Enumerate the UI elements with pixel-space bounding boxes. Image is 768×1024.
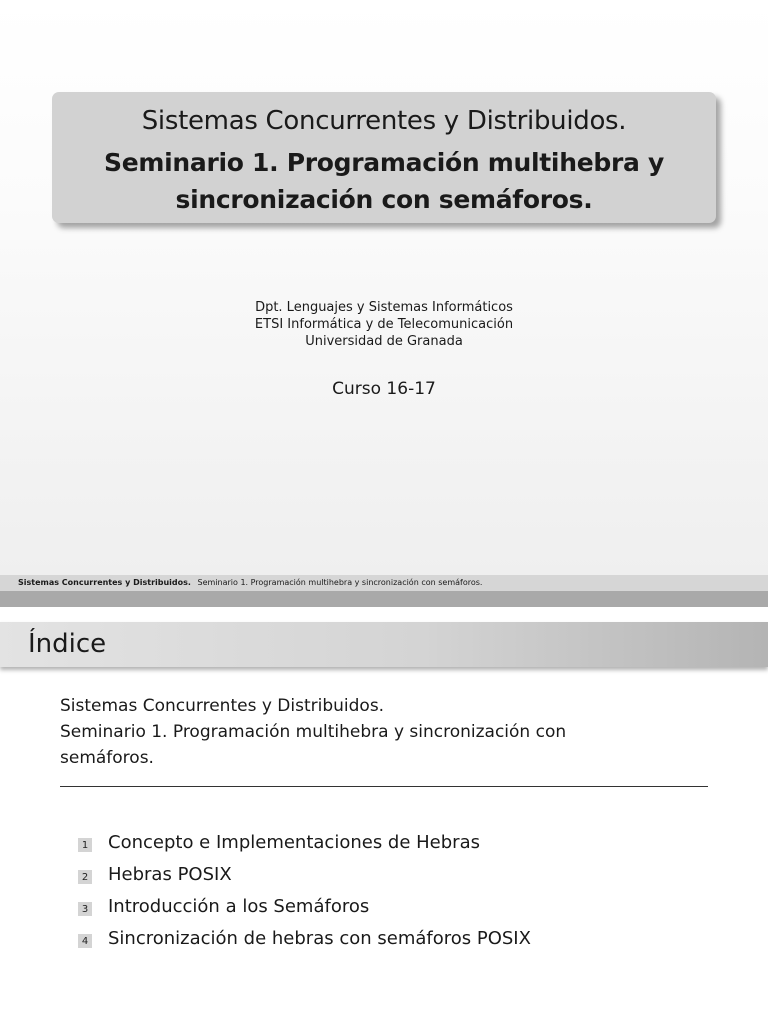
footer-strip [0, 591, 768, 607]
institution-block [0, 299, 768, 350]
toc-number-badge: 1 [78, 838, 92, 852]
school: ETSI Informática y de Telecomunicación [254, 317, 514, 332]
toc-item-label[interactable]: Hebras POSIX [108, 863, 232, 885]
seminar-title [52, 144, 716, 218]
department: Dpt. Lenguajes y Sistemas Informáticos [255, 300, 513, 315]
toc-item[interactable] [78, 826, 531, 858]
divider-line [60, 786, 708, 787]
footer-course-title: Sistemas Concurrentes y Distribuidos. [18, 578, 191, 587]
toc-number-badge: 4 [78, 934, 92, 948]
toc-item-label[interactable]: Sincronización de hebras con semáforos POSIX [108, 927, 531, 949]
frame-title-bar [0, 622, 768, 667]
course-year: Curso 16-17 [332, 379, 436, 399]
toc-item-label[interactable]: Introducción a los Semáforos [108, 895, 370, 917]
index-subtitle [60, 693, 710, 771]
seminar-title-line-1: Seminario 1. Programación multihebra y [104, 148, 664, 177]
toc-item[interactable] [78, 858, 531, 890]
toc-item[interactable] [78, 922, 531, 954]
index-subtitle-seminar-2: semáforos. [60, 748, 154, 768]
index-subtitle-course: Sistemas Concurrentes y Distribuidos. [60, 696, 385, 716]
frame-title: Índice [28, 629, 107, 659]
index-slide [0, 607, 768, 1024]
course-title: Sistemas Concurrentes y Distribuidos. [141, 106, 627, 136]
university: Universidad de Granada [305, 334, 463, 349]
seminar-title-line-2: sincronización con semáforos. [175, 185, 593, 214]
title-box [52, 92, 716, 223]
toc-item-label[interactable]: Concepto e Implementaciones de Hebras [108, 831, 480, 853]
table-of-contents [78, 826, 531, 954]
toc-item[interactable] [78, 890, 531, 922]
toc-number-badge: 3 [78, 902, 92, 916]
footer-seminar-title: Seminario 1. Programación multihebra y sincronización con semáforos. [197, 578, 483, 587]
index-subtitle-seminar-1: Seminario 1. Programación multihebra y sincronización con [60, 722, 567, 742]
slide-footer [0, 575, 768, 591]
toc-number-badge: 2 [78, 870, 92, 884]
